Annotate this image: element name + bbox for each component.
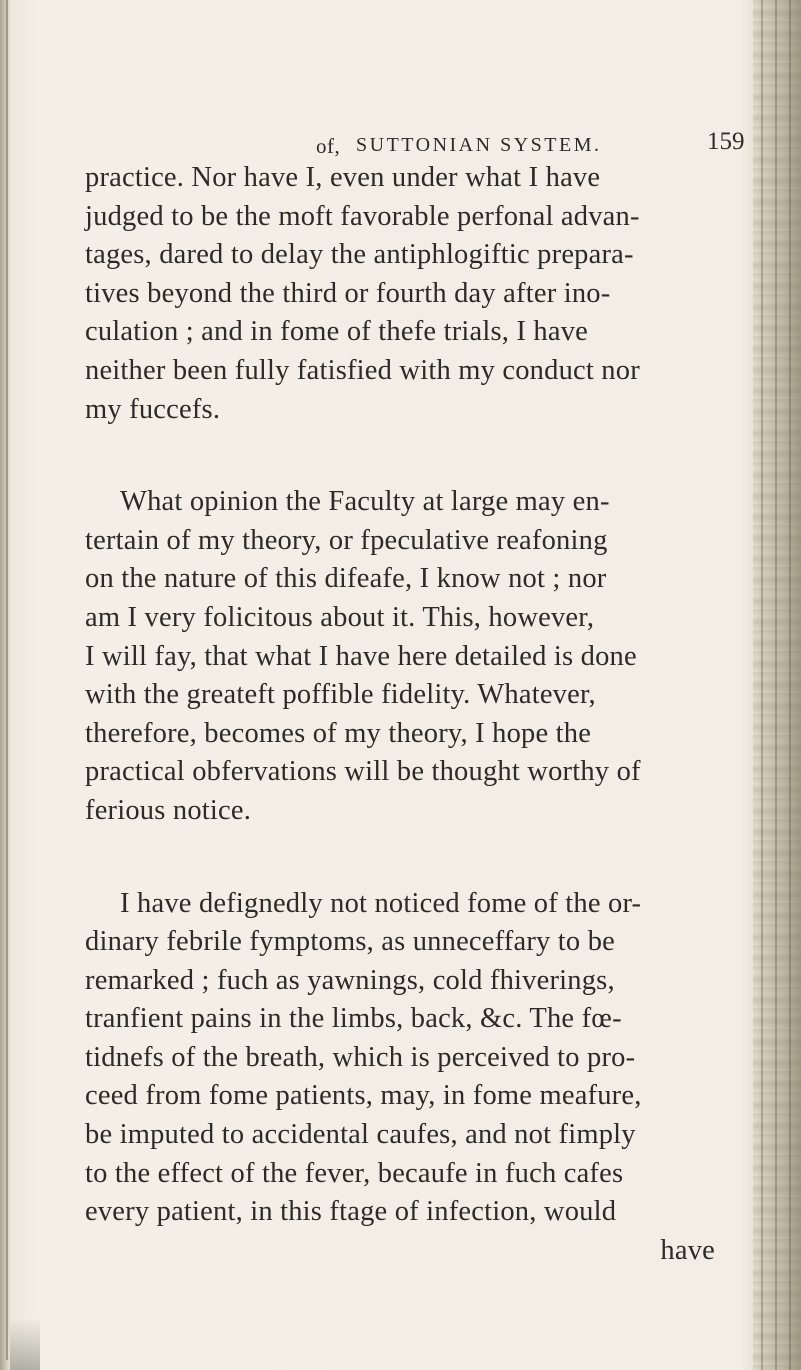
page-binding-edge (0, 0, 10, 1370)
binding-shadow-line (6, 0, 8, 1360)
text-line: am I very folicitous about it. This, however, (85, 601, 595, 633)
text-line: remarked ; fuch as yawnings, cold fhiverings, (85, 964, 615, 996)
text-line: on the nature of this difeafe, I know not ; nor (85, 563, 607, 595)
text-line: tages, dared to delay the antiphlogiftic prepara- (85, 239, 634, 271)
text-line: every patient, in this ftage of infection, would (85, 1196, 617, 1228)
text-line: with the greateft poffible fidelity. Whatever, (85, 679, 596, 711)
text-line: therefore, becomes of my theory, I hope the (85, 717, 592, 749)
body-text (85, 159, 737, 1270)
text-line: I have defignedly not noticed fome of the or- (120, 887, 642, 919)
catchword: have (660, 1234, 715, 1266)
page-edge-line (789, 0, 791, 1370)
text-line: tranfient pains in the limbs, back, &c. The fœ- (85, 1003, 622, 1035)
text-line: practice. Nor have I, even under what I have (85, 162, 601, 193)
text-line: What opinion the Faculty at large may en- (120, 486, 610, 518)
paragraph-spacer (85, 429, 737, 483)
text-line: culation ; and in fome of thefe trials, I have (85, 316, 589, 348)
page-edge-line (775, 0, 777, 1370)
paragraph-2 (85, 483, 737, 830)
text-line: practical obfervations will be thought worthy of (85, 756, 641, 788)
page-number: 159 (707, 128, 745, 155)
paragraph-spacer (85, 831, 737, 885)
page-edge-line (761, 0, 763, 1370)
header-title: SUTTONIAN SYSTEM. (356, 134, 602, 156)
page-stack-edge (753, 0, 801, 1370)
text-line: my fuccefs. (85, 393, 221, 425)
text-line: be imputed to accidental caufes, and not fimply (85, 1119, 636, 1151)
paragraph-3 (85, 885, 737, 1232)
text-line: ceed from fome patients, may, in fome meafure, (85, 1080, 642, 1112)
text-line: I will fay, that what I have here detailed is done (85, 640, 637, 672)
header-left-word: of, (316, 134, 341, 158)
text-line: tives beyond the third or fourth day after ino- (85, 277, 611, 309)
paragraph-1 (85, 159, 737, 429)
text-line: tertain of my theory, or fpeculative reafoning (85, 524, 608, 556)
text-line: dinary febrile fymptoms, as unneceffary to be (85, 926, 616, 958)
text-line: to the effect of the fever, becaufe in fuch cafes (85, 1157, 624, 1189)
text-line: neither been fully fatisfied with my conduct nor (85, 354, 640, 386)
text-line: ferious notice. (85, 794, 252, 826)
binding-shadow-corner (10, 1318, 40, 1370)
text-line: tidnefs of the breath, which is perceived to pro- (85, 1041, 636, 1073)
text-line: judged to be the moft favorable perfonal advan- (85, 200, 640, 232)
